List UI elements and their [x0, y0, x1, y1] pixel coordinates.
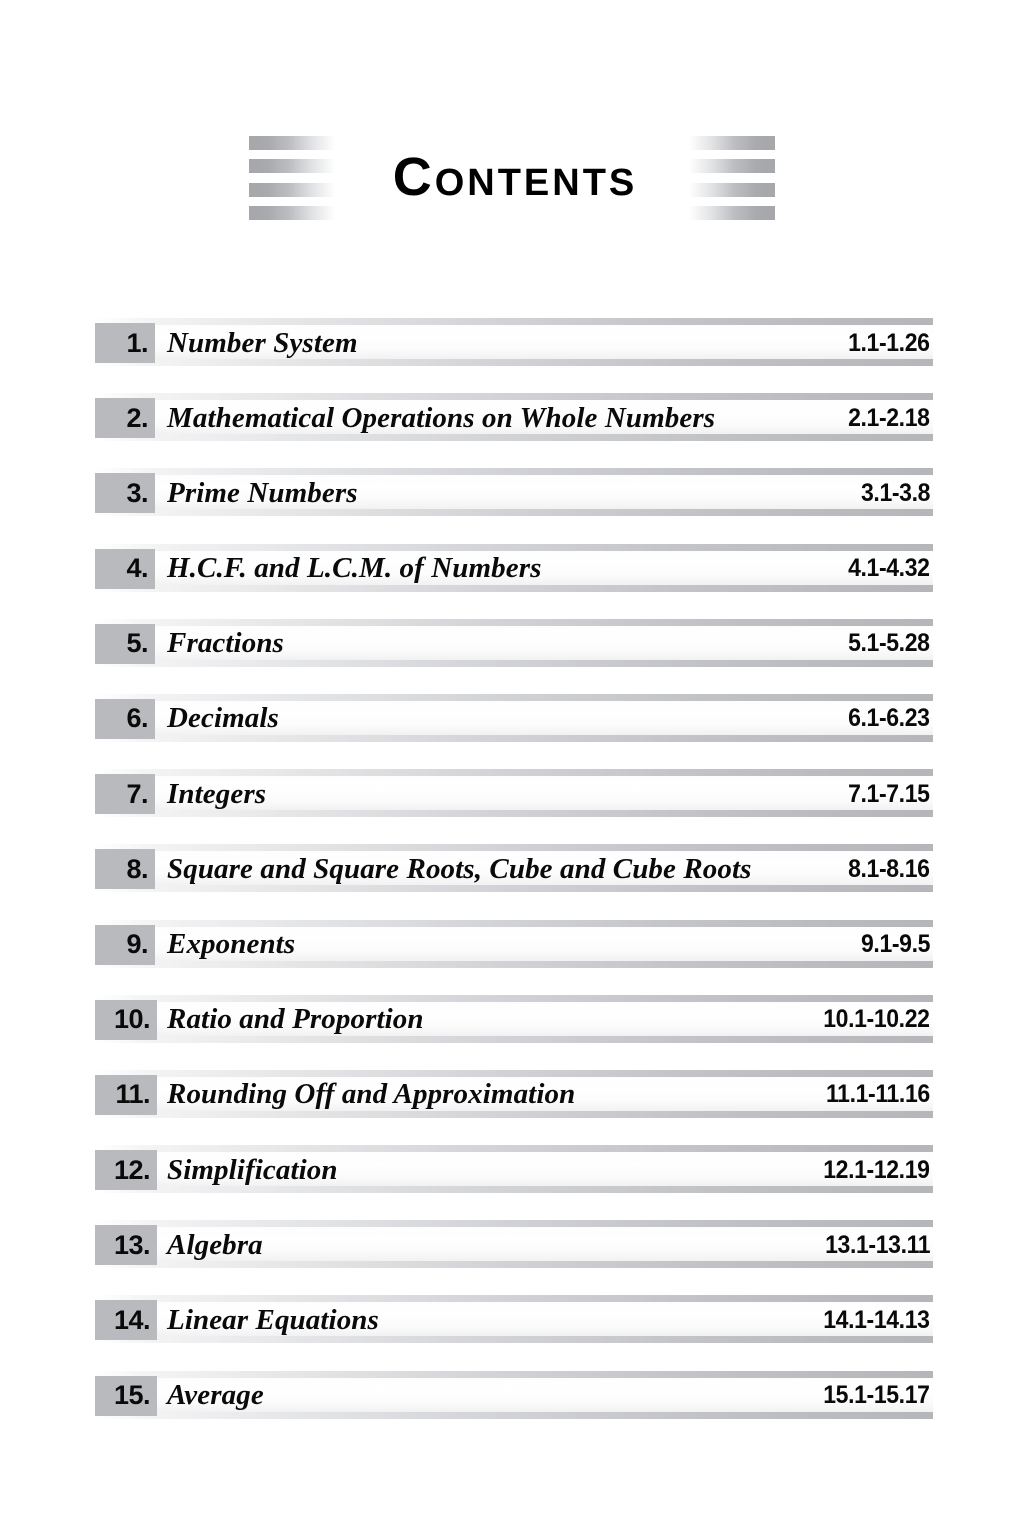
chapter-title[interactable]: Number System — [167, 326, 358, 359]
toc-entry[interactable] — [95, 1295, 933, 1370]
chapter-number-chip — [95, 1225, 157, 1265]
chapter-title[interactable]: Prime Numbers — [167, 476, 358, 509]
deco-bar — [689, 206, 775, 220]
deco-bar — [249, 183, 335, 197]
toc-entry[interactable] — [95, 1371, 933, 1446]
chapter-number: 8. — [126, 853, 148, 884]
toc-entry[interactable] — [95, 769, 933, 844]
toc-entry[interactable] — [95, 1070, 933, 1145]
chapter-title[interactable]: Integers — [167, 777, 267, 810]
chapter-page-range: 14.1-14.13 — [823, 1305, 930, 1334]
chapter-title[interactable]: Decimals — [167, 702, 279, 735]
chapter-title[interactable]: Linear Equations — [167, 1303, 379, 1336]
chapter-number: 3. — [126, 477, 148, 508]
chapter-page-range: 1.1-1.26 — [848, 328, 930, 357]
chapter-number-chip — [95, 473, 155, 513]
chapter-title[interactable]: Simplification — [167, 1153, 338, 1186]
deco-bar — [249, 159, 335, 173]
toc-entry[interactable] — [95, 468, 933, 543]
chapter-number-chip — [95, 699, 155, 739]
chapter-page-range: 9.1-9.5 — [860, 930, 930, 958]
deco-bar — [689, 159, 775, 173]
toc-entry[interactable] — [95, 544, 933, 619]
chapter-number-chip — [95, 398, 155, 438]
chapter-number: 10. — [113, 1004, 150, 1035]
gradient-bars-icon-right — [689, 136, 775, 220]
chapter-number: 14. — [113, 1304, 150, 1335]
chapter-number: 7. — [126, 778, 148, 809]
chapter-number-chip — [95, 323, 155, 363]
chapter-number: 2. — [126, 402, 148, 433]
chapter-number-chip — [95, 1000, 157, 1040]
toc-entry[interactable] — [95, 393, 933, 468]
gradient-bars-icon-left — [249, 136, 335, 220]
toc-entry[interactable] — [95, 920, 933, 995]
chapter-title[interactable]: Exponents — [167, 928, 296, 960]
chapter-number-chip — [95, 774, 155, 814]
chapter-page-range: 11.1-11.16 — [826, 1080, 930, 1109]
contents-list — [95, 318, 933, 1446]
chapter-number: 9. — [126, 929, 148, 959]
chapter-page-range: 10.1-10.22 — [823, 1005, 930, 1034]
chapter-number-chip — [95, 925, 155, 965]
chapter-number: 6. — [126, 703, 148, 734]
chapter-page-range: 5.1-5.28 — [848, 629, 930, 658]
chapter-title[interactable]: H.C.F. and L.C.M. of Numbers — [167, 552, 542, 585]
chapter-page-range: 8.1-8.16 — [848, 854, 930, 883]
chapter-title[interactable]: Mathematical Operations on Whole Numbers — [167, 401, 716, 434]
chapter-page-range: 7.1-7.15 — [848, 779, 930, 808]
chapter-page-range: 3.1-3.8 — [860, 478, 930, 507]
chapter-number: 11. — [115, 1079, 150, 1110]
chapter-title[interactable]: Fractions — [167, 627, 284, 660]
chapter-page-range: 12.1-12.19 — [823, 1155, 930, 1184]
toc-entry[interactable] — [95, 619, 933, 694]
chapter-page-range: 6.1-6.23 — [848, 704, 930, 733]
chapter-page-range: 2.1-2.18 — [848, 403, 930, 432]
deco-bar — [249, 206, 335, 220]
chapter-number-chip — [95, 549, 155, 589]
toc-entry[interactable] — [95, 1145, 933, 1220]
chapter-number-chip — [95, 1150, 157, 1190]
chapter-number-chip — [95, 1075, 157, 1115]
chapter-title[interactable]: Square and Square Roots, Cube and Cube Roots — [167, 852, 752, 885]
chapter-page-range: 15.1-15.17 — [823, 1381, 930, 1410]
chapter-number: 4. — [126, 553, 148, 584]
chapter-number: 15. — [113, 1380, 150, 1411]
chapter-page-range: 13.1-13.11 — [824, 1230, 930, 1259]
chapter-number-chip — [95, 624, 155, 664]
toc-entry[interactable] — [95, 844, 933, 919]
deco-bar — [689, 183, 775, 197]
chapter-number-chip — [95, 1300, 157, 1340]
chapter-number: 13. — [113, 1229, 150, 1260]
chapter-number-chip — [95, 849, 155, 889]
chapter-number: 5. — [126, 628, 148, 659]
page-title: Contents — [392, 147, 638, 207]
page-header — [0, 128, 1024, 228]
chapter-title[interactable]: Algebra — [167, 1228, 263, 1261]
toc-entry[interactable] — [95, 694, 933, 769]
chapter-number: 1. — [126, 327, 148, 358]
deco-bar — [689, 136, 775, 150]
chapter-number: 12. — [113, 1154, 150, 1185]
chapter-page-range: 4.1-4.32 — [848, 554, 930, 583]
toc-entry[interactable] — [95, 995, 933, 1070]
toc-entry[interactable] — [95, 1220, 933, 1295]
toc-entry[interactable] — [95, 318, 933, 393]
chapter-title[interactable]: Ratio and Proportion — [167, 1003, 424, 1036]
chapter-title[interactable]: Rounding Off and Approximation — [167, 1078, 576, 1111]
deco-bar — [249, 136, 335, 150]
chapter-title[interactable]: Average — [167, 1379, 264, 1412]
chapter-number-chip — [95, 1376, 157, 1416]
